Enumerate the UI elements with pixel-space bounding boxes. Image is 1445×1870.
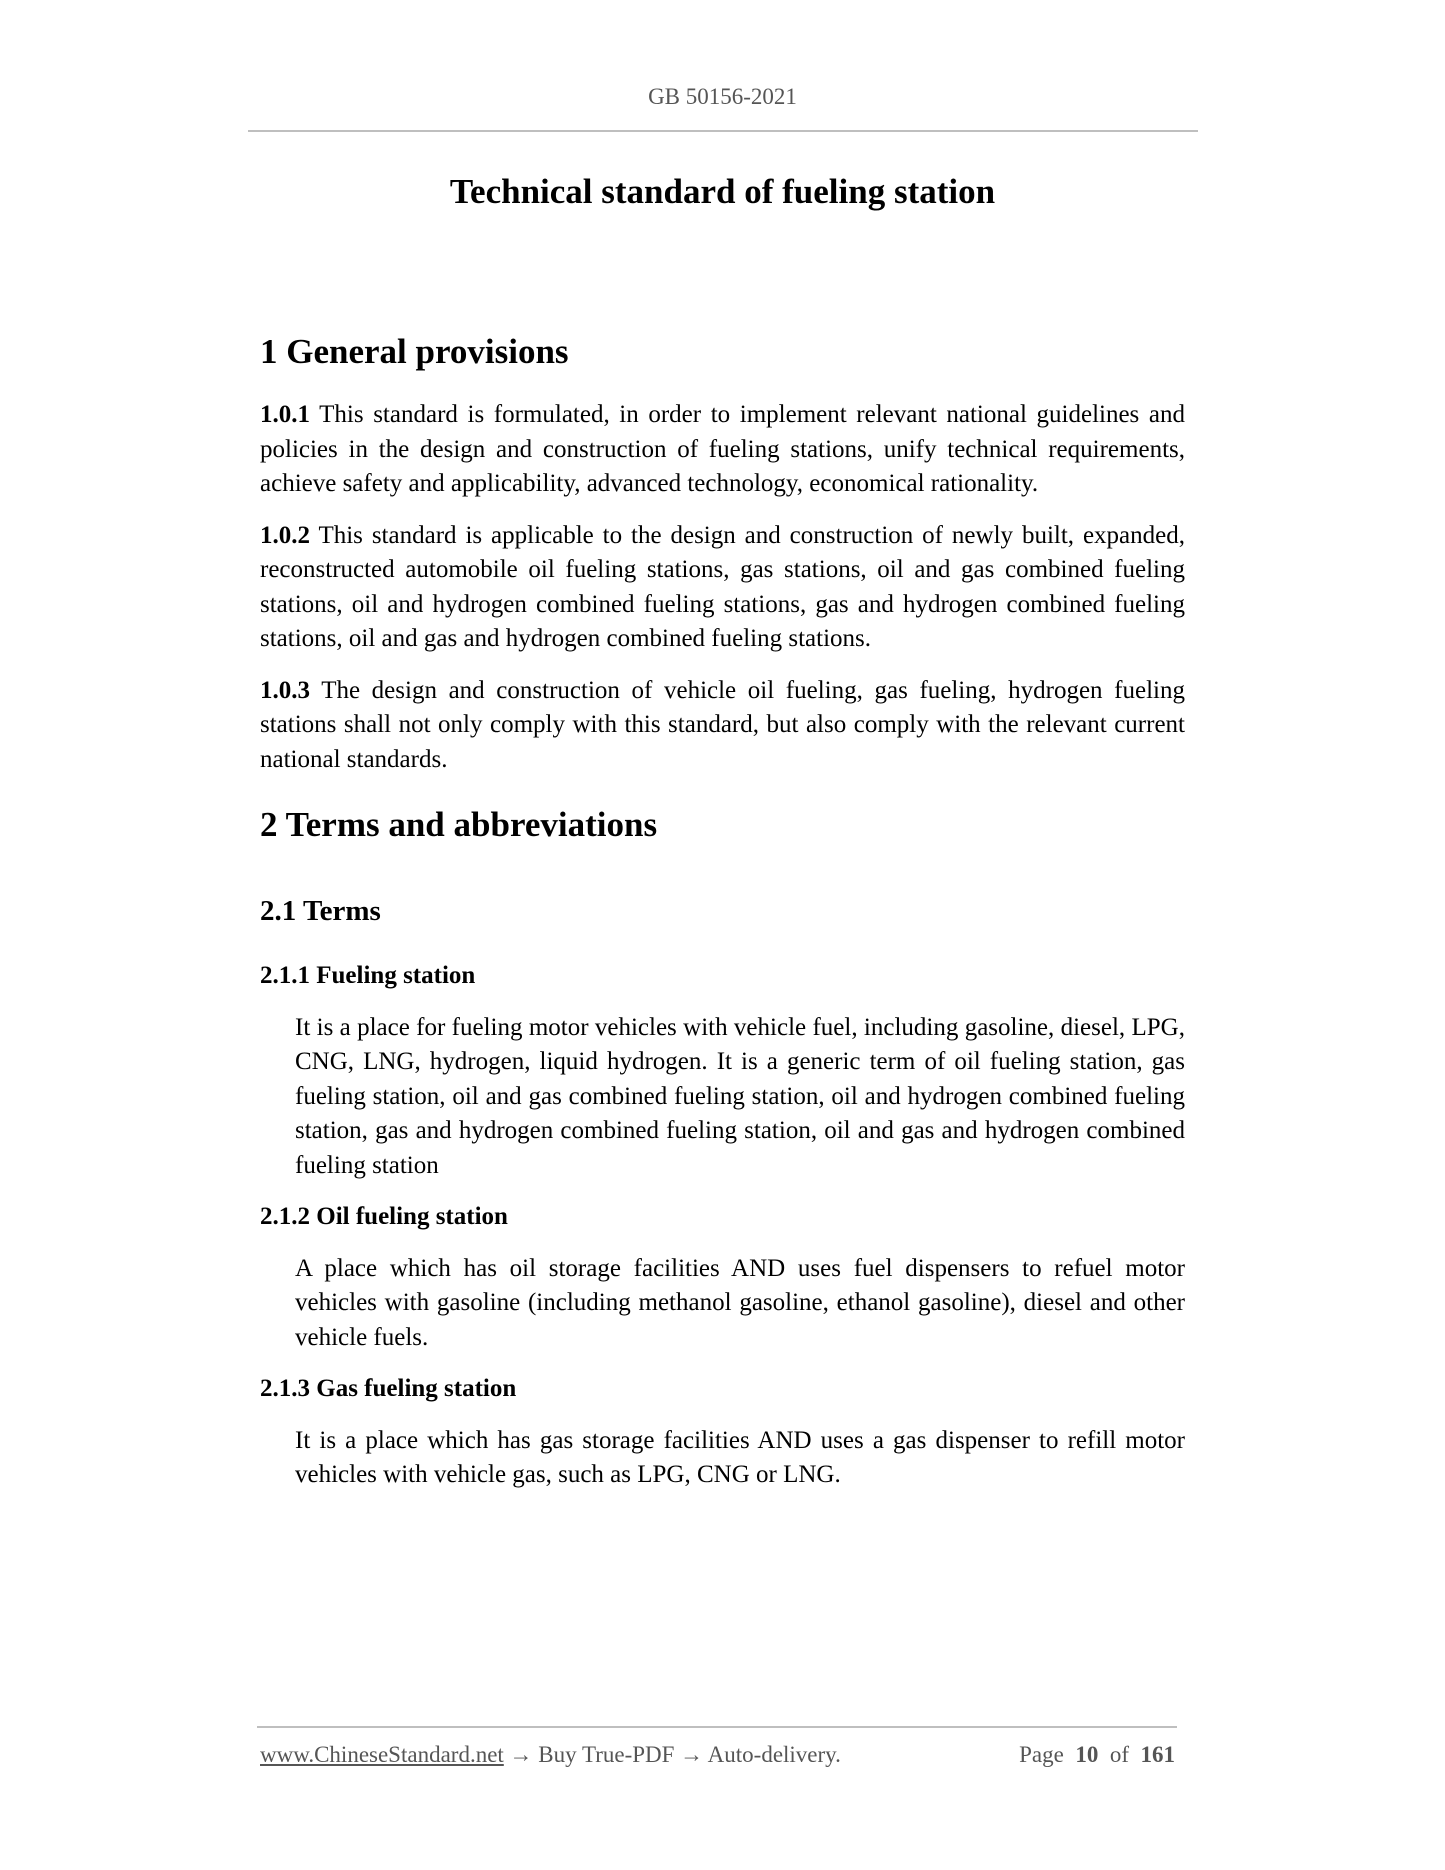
clause-text: This standard is formulated, in order to implement relevant national guidelines and policies in the design and construction of fueling stations, unify technical requirements, achieve safety and applicability, advanced technology, economical rationality. xyxy=(260,401,1185,497)
document-title: Technical standard of fueling station xyxy=(449,172,996,211)
page-of: of xyxy=(1109,1742,1129,1767)
section-heading-terms-abbreviations: 2 Terms and abbreviations xyxy=(260,805,658,844)
clause-number: 1.0.3 xyxy=(260,676,310,704)
clause-number: 1.0.2 xyxy=(260,521,310,549)
term-definition-gas-fueling-station: It is a place which has gas storage facilities AND uses a gas dispenser to refill motor vehicles with vehicle gas, such as LPG, CNG or LNG. xyxy=(295,1426,1185,1488)
footer-divider xyxy=(257,1726,1177,1728)
term-title-gas-fueling-station: 2.1.3 Gas fueling station xyxy=(260,1375,517,1402)
clause-1-0-2 xyxy=(260,519,1185,657)
term-title-oil-fueling-station: 2.1.2 Oil fueling station xyxy=(260,1203,508,1230)
header-divider xyxy=(248,130,1198,132)
page-header xyxy=(0,84,1445,110)
clause-1-0-3 xyxy=(260,674,1185,778)
term-title-fueling-station: 2.1.1 Fueling station xyxy=(260,962,476,989)
term-definition-fueling-station: It is a place for fueling motor vehicles with vehicle fuel, including gasoline, diesel, LPG, CNG, LNG, hydrogen, liquid hydrogen. It is a generic term of oil fueling station, gas fueling station, oil and gas combined fueling station, oil and hydrogen combined fueling station, gas and hydrogen combined fueling station, oil and gas and hydrogen combined fueling station xyxy=(295,1013,1185,1179)
page-number xyxy=(1019,1742,1175,1768)
subsection-heading-terms: 2.1 Terms xyxy=(260,895,381,927)
promo-text: → Buy True-PDF → Auto-delivery. xyxy=(509,1742,841,1767)
page-current: 10 xyxy=(1075,1742,1099,1767)
page-label: Page xyxy=(1019,1742,1064,1767)
website-link[interactable]: www.ChineseStandard.net xyxy=(260,1742,504,1767)
page-total: 161 xyxy=(1140,1742,1175,1767)
standard-code: GB 50156-2021 xyxy=(648,84,797,109)
clause-1-0-1 xyxy=(260,398,1185,502)
document-body xyxy=(260,326,1185,1493)
clause-text: The design and construction of vehicle oil fueling, gas fueling, hydrogen fueling stations shall not only comply with this standard, but also comply with the relevant current national standards. xyxy=(260,676,1185,773)
footer-promo xyxy=(260,1742,841,1768)
clause-number: 1.0.1 xyxy=(260,401,310,428)
term-definition-oil-fueling-station: A place which has oil storage facilities AND uses fuel dispensers to refuel motor vehicles with gasoline (including methanol gasoline, ethanol gasoline), diesel and other vehicle fuels. xyxy=(295,1254,1185,1351)
section-heading-general-provisions: 1 General provisions xyxy=(260,332,569,371)
clause-text: This standard is applicable to the design and construction of newly built, expanded, reconstructed automobile oil fueling stations, gas stations, oil and gas combined fueling stations, oil and hydrogen combined fueling stations, gas and hydrogen combined fueling stations, oil and gas and hydrogen combined fueling stations. xyxy=(260,521,1185,652)
